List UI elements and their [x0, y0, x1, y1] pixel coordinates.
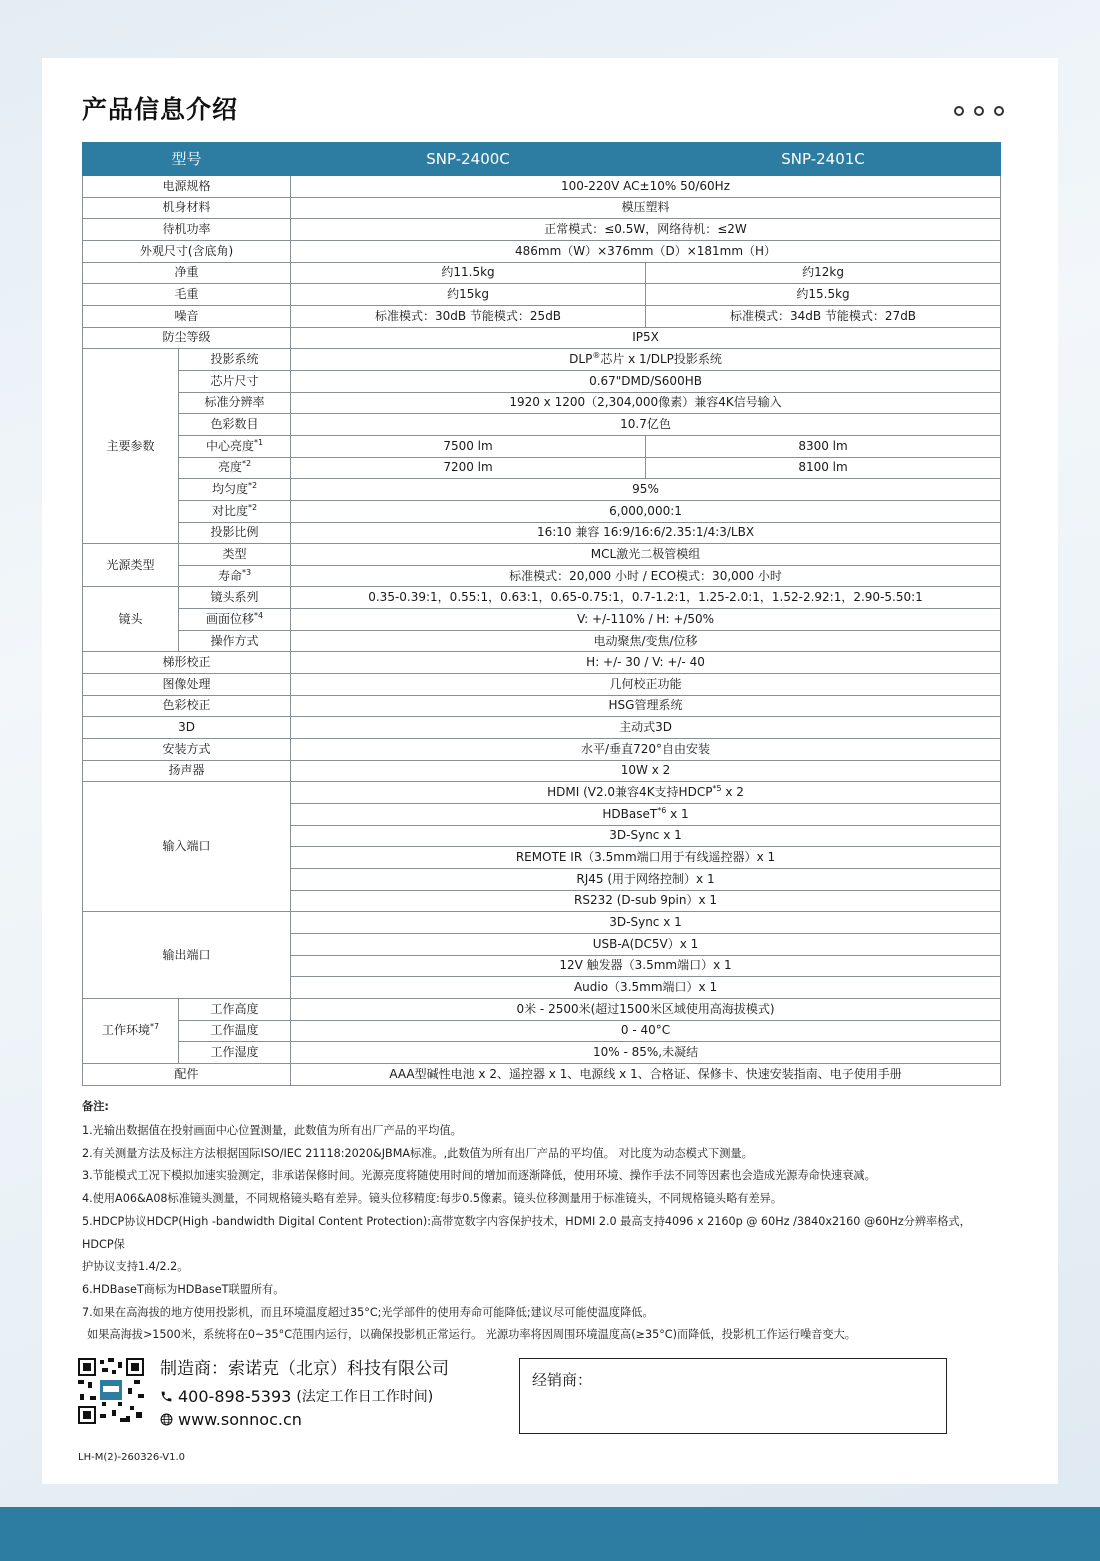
row-value: 0 - 40°C [291, 1020, 1001, 1042]
row-sublabel: 工作湿度 [179, 1042, 291, 1064]
note-line: 2.有关测量方法及标注方法根据国际ISO/IEC 21118:2020&JBMA标准。,此数值为所有出厂产品的平均值。 对比度为动态模式下测量。 [82, 1146, 753, 1160]
decorative-dots [954, 106, 1004, 116]
row-value-a: 约11.5kg [291, 262, 646, 284]
table-row [83, 717, 1001, 739]
table-row [83, 305, 1001, 327]
row-sublabel [179, 435, 291, 457]
row-label: 噪音 [83, 305, 291, 327]
note-line: 如果高海拔>1500米，系统将在0~35°C范围内运行，以确保投影机正常运行。 光源功率将因周围环境温度高(≥35°C)而降低，投影机工作运行噪音变大。 [87, 1328, 856, 1342]
sublabel-text: 寿命 [217, 568, 242, 583]
row-value: 正常模式：≤0.5W，网络待机：≤2W [291, 219, 1001, 241]
note-line: 7.如果在高海拔的地方使用投影机，而且环境温度超过35°C;光学部件的使用寿命可能降低;建议尽可能使温度降低。 [82, 1305, 654, 1319]
group-label-environment [83, 998, 179, 1063]
notes-title: 备注: [82, 1100, 109, 1113]
table-row [83, 544, 1001, 566]
row-value: 0.67"DMD/S600HB [291, 370, 1001, 392]
row-label: 梯形校正 [83, 652, 291, 674]
phone-icon [160, 1390, 173, 1403]
table-row [83, 479, 1001, 501]
circle-icon [974, 106, 984, 116]
sublabel-text: 均匀度 [211, 481, 248, 496]
row-sublabel: 镜头系列 [179, 587, 291, 609]
row-value [291, 349, 1001, 371]
row-value-a: 约15kg [291, 284, 646, 306]
row-value [291, 804, 1001, 826]
sublabel-text: 画面位移 [205, 611, 254, 626]
sublabel-text: 对比度 [211, 503, 248, 518]
header-model-b: SNP-2401C [646, 143, 1001, 176]
footnote-mark: *6 [657, 805, 667, 815]
row-label: 安装方式 [83, 739, 291, 761]
row-value: 1920 x 1200（2,304,000像素）兼容4K信号输入 [291, 392, 1001, 414]
row-value-b: 标准模式：34dB 节能模式：27dB [646, 305, 1001, 327]
row-label: 机身材料 [83, 197, 291, 219]
row-value: 水平/垂直720°自由安装 [291, 739, 1001, 761]
globe-icon [160, 1413, 173, 1426]
row-sublabel [179, 500, 291, 522]
footnote-mark: *2 [247, 480, 258, 490]
value-part: x 2 [721, 785, 744, 800]
group-label-input-ports: 输入端口 [83, 782, 291, 912]
row-value: 12V 触发器（3.5mm端口）x 1 [291, 955, 1001, 977]
row-value-a: 7500 lm [291, 435, 646, 457]
table-row [83, 392, 1001, 414]
table-header-row [83, 143, 1001, 176]
note-line: 护协议支持1.4/2.2。 [82, 1260, 189, 1274]
row-sublabel: 操作方式 [179, 630, 291, 652]
row-value: 标准模式：20,000 小时 / ECO模式：30,000 小时 [291, 565, 1001, 587]
row-sublabel: 投影系统 [179, 349, 291, 371]
row-label: 外观尺寸(含底角) [83, 240, 291, 262]
row-sublabel [179, 457, 291, 479]
table-row [83, 782, 1001, 804]
manufacturer-name: 制造商：索诺克（北京）科技有限公司 [160, 1359, 449, 1379]
footnote-mark: *2 [247, 502, 258, 512]
row-label: 防尘等级 [83, 327, 291, 349]
row-value: 0.35-0.39:1，0.55:1，0.63:1，0.65-0.75:1，0.7-1.2:1，1.25-2.0:1，1.52-2.92:1，2.90-5.50:1 [291, 587, 1001, 609]
row-value: 6,000,000:1 [291, 500, 1001, 522]
registered-mark: ® [592, 350, 601, 360]
table-row [83, 565, 1001, 587]
row-value: REMOTE IR（3.5mm端口用于有线遥控器）x 1 [291, 847, 1001, 869]
document-code: LH-M(2)-260326-V1.0 [78, 1452, 186, 1463]
table-row [83, 284, 1001, 306]
group-label-lens: 镜头 [83, 587, 179, 652]
table-row [83, 370, 1001, 392]
table-row [83, 674, 1001, 696]
table-row [83, 1063, 1001, 1085]
row-label: 净重 [83, 262, 291, 284]
table-row [83, 219, 1001, 241]
row-value: 10.7亿色 [291, 414, 1001, 436]
row-sublabel [179, 565, 291, 587]
row-value: AAA型碱性电池 x 2、遥控器 x 1、电源线 x 1、合格证、保修卡、快速安装指南、电子使用手册 [291, 1063, 1001, 1085]
row-label: 配件 [83, 1063, 291, 1085]
qr-code-icon [78, 1358, 144, 1424]
table-row [83, 197, 1001, 219]
table-row [83, 262, 1001, 284]
row-value-b: 约12kg [646, 262, 1001, 284]
page-title: 产品信息介绍 [82, 95, 239, 124]
row-value: HSG管理系统 [291, 695, 1001, 717]
footnote-mark: *4 [253, 610, 264, 620]
row-value: RS232 (D-sub 9pin）x 1 [291, 890, 1001, 912]
value-part: DLP [569, 351, 593, 366]
table-row [83, 609, 1001, 631]
row-value: 95% [291, 479, 1001, 501]
circle-icon [954, 106, 964, 116]
row-value: 486mm（W）×376mm（D）×181mm（H） [291, 240, 1001, 262]
table-row [83, 500, 1001, 522]
dealer-label: 经销商： [532, 1371, 593, 1389]
row-value: MCL激光二极管模组 [291, 544, 1001, 566]
note-line: 5.HDCP协议HDCP(High -bandwidth Digital Content Protection):高带宽数字内容保护技术，HDMI 2.0 最高支持4096 x 2160p @ 60Hz /3840x2160 @60Hz分辨率格式，HDCP保 [82, 1214, 971, 1251]
row-sublabel: 工作温度 [179, 1020, 291, 1042]
group-label-text: 工作环境 [101, 1023, 150, 1038]
row-value-a: 标准模式：30dB 节能模式：25dB [291, 305, 646, 327]
footnote-mark: *1 [253, 437, 264, 447]
row-value: 模压塑料 [291, 197, 1001, 219]
footnote-mark: *5 [712, 784, 722, 794]
footnote-mark: *7 [149, 1022, 160, 1032]
table-row [83, 652, 1001, 674]
table-row [83, 630, 1001, 652]
row-sublabel: 类型 [179, 544, 291, 566]
row-sublabel [179, 479, 291, 501]
row-label: 电源规格 [83, 176, 291, 198]
row-value: 3D-Sync x 1 [291, 912, 1001, 934]
table-row [83, 349, 1001, 371]
row-value: IP5X [291, 327, 1001, 349]
row-value: 10% - 85%,未凝结 [291, 1042, 1001, 1064]
row-value: 100-220V AC±10% 50/60Hz [291, 176, 1001, 198]
row-sublabel [179, 609, 291, 631]
table-row [83, 587, 1001, 609]
row-label: 扬声器 [83, 760, 291, 782]
row-sublabel: 工作高度 [179, 998, 291, 1020]
circle-icon [994, 106, 1004, 116]
group-label-light-source: 光源类型 [83, 544, 179, 587]
row-label: 待机功率 [83, 219, 291, 241]
row-value: USB-A(DC5V）x 1 [291, 933, 1001, 955]
table-row [83, 240, 1001, 262]
row-label: 毛重 [83, 284, 291, 306]
table-row [83, 522, 1001, 544]
row-sublabel: 投影比例 [179, 522, 291, 544]
notes-section [82, 1098, 1002, 1347]
row-value: Audio（3.5mm端口）x 1 [291, 977, 1001, 999]
table-row [83, 695, 1001, 717]
value-part: HDBaseT [602, 806, 658, 821]
table-row [83, 760, 1001, 782]
group-label-output-ports: 输出端口 [83, 912, 291, 999]
value-part: HDMI (V2.0兼容4K支持HDCP [547, 785, 713, 800]
sublabel-text: 中心亮度 [205, 438, 254, 453]
note-line: 3.节能模式工况下模拟加速实验测定，非承诺保修时间。光源亮度将随使用时间的增加而逐渐降低，使用环境、操作手法不同等因素也会造成光源寿命快速衰减。 [82, 1169, 876, 1183]
row-label: 图像处理 [83, 674, 291, 696]
phone-hours: (法定工作日工作时间) [296, 1389, 434, 1405]
group-label-main-params: 主要参数 [83, 349, 179, 544]
row-value: 几何校正功能 [291, 674, 1001, 696]
table-row [83, 176, 1001, 198]
phone-line [160, 1386, 433, 1406]
table-row [83, 414, 1001, 436]
table-row [83, 998, 1001, 1020]
row-sublabel: 标准分辨率 [179, 392, 291, 414]
sublabel-text: 亮度 [217, 460, 242, 475]
spec-table [82, 142, 1001, 1086]
table-row [83, 327, 1001, 349]
row-value-a: 7200 lm [291, 457, 646, 479]
table-row [83, 912, 1001, 934]
row-value: V: +/-110% / H: +/50% [291, 609, 1001, 631]
table-row [83, 457, 1001, 479]
row-value-b: 8300 lm [646, 435, 1001, 457]
header-model-a: SNP-2400C [291, 143, 646, 176]
phone-number[interactable]: 400-898-5393 [178, 1386, 292, 1406]
row-value: H: +/- 30 / V: +/- 40 [291, 652, 1001, 674]
value-part: 芯片 x 1/DLP投影系统 [600, 351, 722, 366]
row-value: 主动式3D [291, 717, 1001, 739]
header-model-label: 型号 [83, 143, 291, 176]
row-value: 10W x 2 [291, 760, 1001, 782]
row-sublabel: 芯片尺寸 [179, 370, 291, 392]
row-value: RJ45 (用于网络控制）x 1 [291, 869, 1001, 891]
row-value-b: 约15.5kg [646, 284, 1001, 306]
table-row [83, 1042, 1001, 1064]
note-line: 1.光输出数据值在投射画面中心位置测量，此数值为所有出厂产品的平均值。 [82, 1124, 462, 1137]
footer-band [0, 1507, 1100, 1561]
row-label: 3D [83, 717, 291, 739]
note-line: 6.HDBaseT商标为HDBaseT联盟所有。 [82, 1282, 285, 1296]
table-row [83, 739, 1001, 761]
row-value: 电动聚焦/变焦/位移 [291, 630, 1001, 652]
dealer-box [519, 1358, 947, 1434]
row-value: 16:10 兼容 16:9/16:6/2.35:1/4:3/LBX [291, 522, 1001, 544]
table-row [83, 1020, 1001, 1042]
value-part: x 1 [666, 806, 689, 821]
row-sublabel: 色彩数目 [179, 414, 291, 436]
footnote-mark: *2 [241, 459, 252, 469]
website-line [160, 1410, 302, 1429]
row-value [291, 782, 1001, 804]
row-value-b: 8100 lm [646, 457, 1001, 479]
row-value: 0米 - 2500米(超过1500米区域使用高海拔模式) [291, 998, 1001, 1020]
footnote-mark: *3 [241, 567, 252, 577]
note-line: 4.使用A06&A08标准镜头测量，不同规格镜头略有差异。镜头位移精度:每步0.5像素。镜头位移测量用于标准镜头，不同规格镜头略有差异。 [82, 1192, 783, 1206]
row-label: 色彩校正 [83, 695, 291, 717]
table-row [83, 435, 1001, 457]
website-link[interactable]: www.sonnoc.cn [178, 1410, 302, 1429]
row-value: 3D-Sync x 1 [291, 825, 1001, 847]
